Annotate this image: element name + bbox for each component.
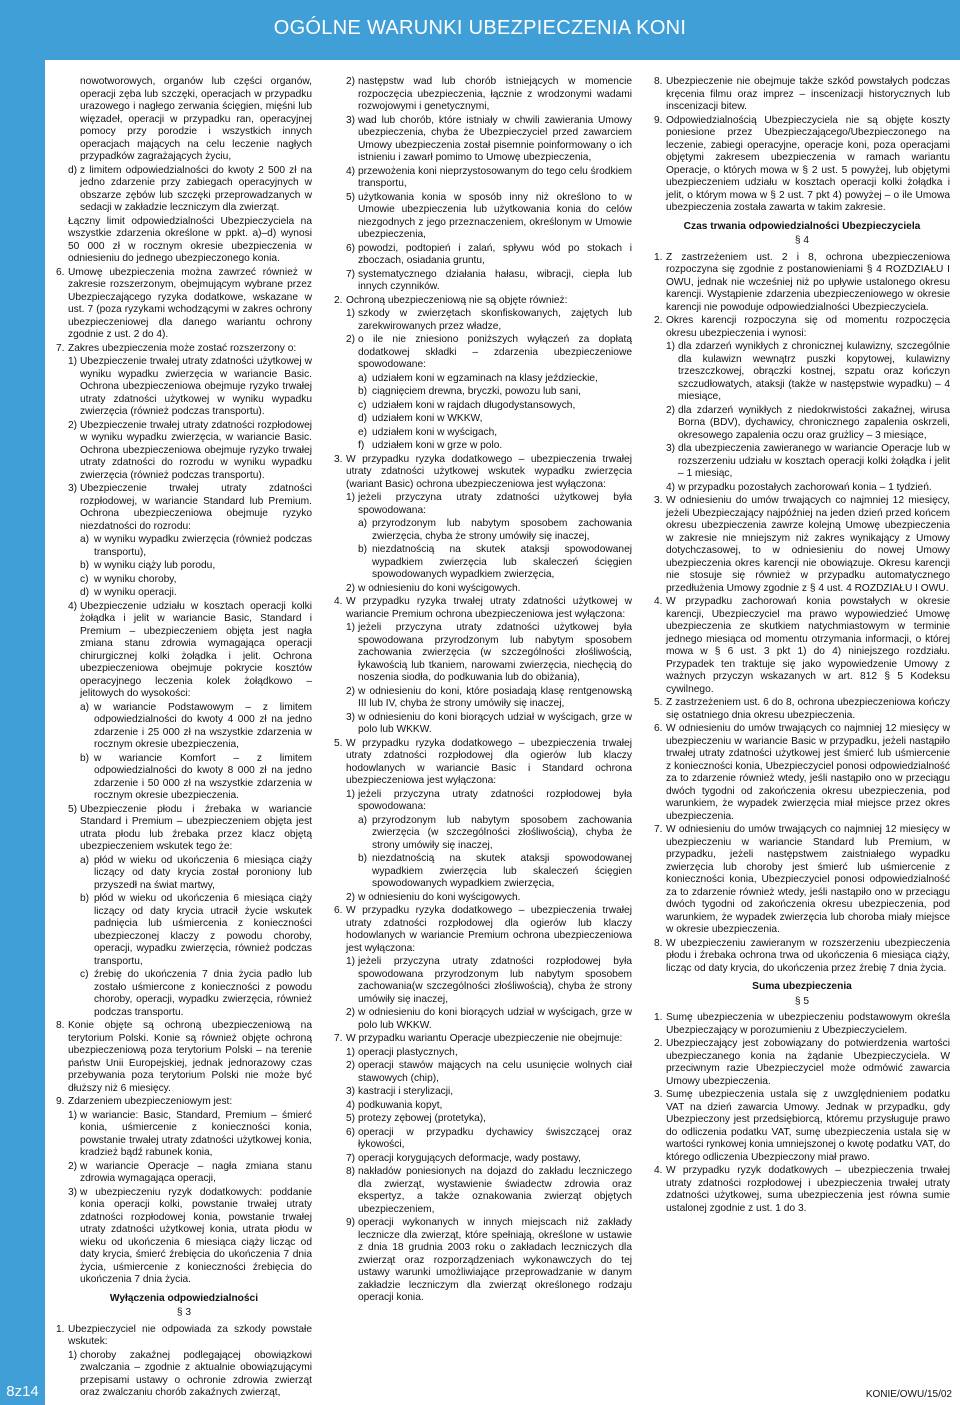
- paragraph: 2) w odniesieniu do koni wyścigowych.: [346, 891, 521, 903]
- paragraph: a) udziałem koni w egzaminach na klasy jeździeckie,: [358, 372, 598, 384]
- paragraph: 8) nakładów poniesionych na dojazd do zakładu leczniczego dla zwierząt, wystawienie świadectw zdrowia oraz ekspertyz, a także oznakowania zwierząt objętych ubezpieczeniem,: [346, 1166, 632, 1215]
- paragraph: d) z limitem odpowiedzialności do kwoty 2 500 zł na jedno zdarzenie przy zabiegach operacyjnych w obszarze zębów lub szczęki przeprowadzanych w sedacji w zakładzie leczniczym dla zwierząt.: [68, 164, 312, 213]
- paragraph: a) przyrodzonym lub nabytym sposobem zachowania zwierzęcia, chyba że strony umówiły się inaczej,: [358, 518, 632, 542]
- paragraph: 2. Okres karencji rozpoczyna się od momentu rozpoczęcia okresu ubezpieczenia i wynosi:: [654, 315, 950, 339]
- paragraph: nowotworowych, organów lub części organów, operacji zęba lub szczęki, operacjach w przypadku urazowego i nagłego zerwania ścięgien, mięśni lub więzadeł, operacji w przypadku ran, operacyjnej pomocy przy porodzie i wszystkich innych operacjach mających na celu leczenie nagłych przypadków zagrażających życiu,: [80, 76, 312, 162]
- paragraph: 7. W przypadku wariantu Operacje ubezpieczenie nie obejmuje:: [334, 1033, 623, 1044]
- paragraph: 3) wad lub chorób, które istniały w chwili zawierania Umowy ubezpieczenia, chyba że Ubezpieczyciel przed zawarciem Umowy ubezpieczenia został pisemnie poinformowany o ich istnieniu i zawarł pomimo to Umowę ubezpieczenia,: [346, 114, 632, 163]
- paragraph: 1) jeżeli przyczyna utraty zdatności użytkowej była spowodowana przyrodzonym lub nabytym sposobem zachowania zwierzęcia (w szczególności złośliwością, łykawością lub tkaniem, narowami zwierzęcia, niechęcią do noszenia siodła, do podkuwania lub do obiżania),: [346, 622, 632, 683]
- paragraph: 5. W przypadku ryzyka dodatkowego – ubezpieczenia trwałej utraty zdatności rozpłodowej dla ogierów lub klaczy hodowlanych w wariancie Basic i Standard ochrona ubezpieczeniowa jest wyłączona:: [334, 737, 632, 786]
- paragraph: 1) operacji plastycznych,: [346, 1046, 458, 1058]
- paragraph: 3. W przypadku ryzyka dodatkowego – ubezpieczenia trwałej utraty zdatności użytkowej wskutek wypadku zwierzęcia (wariant Basic) ochrona ubezpieczeniowa jest wyłączona:: [334, 453, 632, 490]
- document-title: OGÓLNE WARUNKI UBEZPIECZENIA KONI: [273, 17, 687, 39]
- paragraph: 8. W ubezpieczeniu zawieranym w rozszerzeniu ubezpieczenia płodu i źrebaka ochrona trwa od ukończenia 6 miesiąca ciąży, licząc od daty krycia, do ukończenia przez źrebię 7 dnia życia.: [654, 937, 950, 974]
- paragraph: 2) dla zdarzeń wynikłych z niedokrwistości zakaźnej, wirusa Borna (BDV), dychawicy, chronicznego zapalenia oskrzeli, okresowego zapalenia oczu oraz grużlicy – 3 miesiące,: [666, 404, 950, 441]
- paragraph: 3) dla ubezpieczenia zawieranego w wariancie Operacje lub w rozszerzeniu udziału w kosztach operacji kolki żołądka i jelit – 1 miesiąc,: [666, 443, 950, 479]
- paragraph: 2) w odniesieniu do koni wyścigowych.: [346, 582, 521, 594]
- paragraph: b) płód w wieku od ukończenia 6 miesiąca ciąży liczący od daty krycia utracił życie wskutek padnięcia lub uśmiercenia z konieczności ubezpieczonej klaczy z powodu choroby, operacji, wypadku zwierzęcia, również podczas transportu,: [80, 893, 312, 967]
- section-number: § 3: [176, 1307, 192, 1318]
- paragraph: 5) protezy zębowej (protetyka),: [346, 1113, 486, 1124]
- paragraph: d) w wyniku operacji.: [80, 587, 177, 598]
- paragraph: 2) w wariancie Operacje – nagła zmiana stanu zdrowia wymagająca operacji,: [68, 1160, 312, 1184]
- paragraph: 2. Ubezpieczający jest zobowiązany do potwierdzenia wartości ubezpieczanego konia na żądanie Ubezpieczyciela. W przeciwnym razie Ubezpieczyciel może odmówić zawarcia Umowy ubezpieczenia.: [654, 1038, 950, 1087]
- paragraph: 1) Ubezpieczenie trwałej utraty zdatności użytkowej w wyniku wypadku zwierzęcia w wariancie Basic. Ochrona ubezpieczeniowa obejmuje ryzyko trwałej utraty zdatności użytkowej w wyniku wypadku zwierzęcia (również podczas transportu).: [68, 356, 312, 417]
- paragraph: 1. Z zastrzeżeniem ust. 2 i 8, ochrona ubezpieczeniowa rozpoczyna się zgodnie z postanowieniami § 4 ROZDZIAŁU I OWU, jednak nie wcześniej niż po upływie ustalonego okresu karencji. Wystąpienie zdarzenia ubezpieczeniowego w okresie karencji nie powoduje odpowiedzialności Ubezpieczyciela.: [654, 251, 950, 313]
- paragraph: 1) szkody w zwierzętach skonfiskowanych, zajętych lub zarekwirowanych przez władze,: [346, 308, 632, 332]
- paragraph: a) przyrodzonym lub nabytym sposobem zachowania zwierzęcia (w szczególności złośliwością), chyba że strony umówiły się inaczej,: [358, 814, 632, 851]
- paragraph: a) w wyniku wypadku zwierzęcia (również podczas transportu),: [80, 534, 312, 558]
- paragraph: 1) jeżeli przyczyna utraty zdatności rozpłodowej była spowodowana przyrodzonym lub nabytym sposobem zachowania(w szczególności złośliwością), chyba że strony umówiły się inaczej,: [346, 956, 632, 1005]
- paragraph: 1. Sumę ubezpieczenia w ubezpieczeniu podstawowym określa Ubezpieczający w porozumieniu z Ubezpieczycielem.: [654, 1012, 950, 1036]
- paragraph: b) niezdatnością na skutek ataksji spowodowanej wypadkiem zwierzęcia lub skaleczeń ścięgien spowodowanych wypadkiem zwierzęcia,: [358, 544, 632, 580]
- paragraph: 4. W przypadku zachorowań konia powstałych w okresie karencji, Ubezpieczyciel ma prawo wypowiedzieć Umowę ubezpieczenia ze skutkiem natychmiastowym w terminie jednego miesiąca od momentu otrzymania informacji, o której mowa w § 6 ust. 3 pkt 1) do 4) niniejszego rozdziału. Przypadek ten traktuje się jako wypowiedzenie Umowy z ważnych przyczyn wskazanych w art. 812 § 5 Kodeksu cywilnego.: [654, 596, 950, 695]
- paragraph: b) w wyniku ciąży lub porodu,: [80, 560, 216, 571]
- paragraph: 4) Ubezpieczenie udziału w kosztach operacji kolki żołądka i jelit w wariancie Basic, Standard i Premium – ubezpieczeniem objęta jest nagła zmiana stanu zdrowia wymagająca operacji chirurgicznej kolki żołądka i jelit. Ochrona ubezpieczeniowa obejmuje pokrycie kosztów operacyjnego leczenia kolek żołądkowo – jelitowych do wysokości:: [68, 600, 312, 699]
- section-number: § 4: [794, 235, 810, 246]
- paragraph: 1) dla zdarzeń wynikłych z chronicznej kulawizny, szczególnie dla kulawizn wewnątrz puszki kopytowej, kulawizny trzeszczkowej, obrączki kostnej, szpatu oraz kończyn szczudłowatych, ataksji (także w następstwie wypadku) – 4 miesiące,: [666, 341, 950, 402]
- paragraph: d) udziałem koni w WKKW,: [358, 413, 483, 424]
- paragraph: 4. W przypadku ryzyka trwałej utraty zdatności użytkowej w wariancie Premium ochrona ubezpieczeniowa jest wyłączona:: [334, 596, 632, 620]
- paragraph: 5. Z zastrzeżeniem ust. 6 do 8, ochrona ubezpieczeniowa kończy się ostatniego dnia okresu ubezpieczenia.: [654, 697, 950, 721]
- paragraph: 5) użytkowania konia w sposób inny niż określono to w Umowie ubezpieczenia lub użytkowania konia do celów niezgodnych z jego przeznaczeniem, określonym w Umowie ubezpieczenia,: [346, 191, 632, 240]
- paragraph: a) płód w wieku od ukończenia 6 miesiąca ciąży liczący od daty krycia został poroniony lub przyszedł na świat martwy,: [80, 854, 312, 891]
- text-column-2: [334, 76, 632, 1376]
- paragraph: 6. Umowę ubezpieczenia można zawrzeć również w zakresie rozszerzonym, obejmującym wybrane przez Ubezpieczającego ryzyka dodatkowe, wskazane w ust. 7 (poza ryzykami wchodzącymi w zakres ochrony ubezpieczeniowej dla danego wariantu ochrony zgodnie z ust. 2 do 4).: [56, 266, 312, 340]
- section-heading: Suma ubezpieczenia: [752, 981, 852, 992]
- section-heading: Wyłączenia odpowiedzialności: [109, 1292, 259, 1304]
- paragraph: 1. Ubezpieczyciel nie odpowiada za szkody powstałe wskutek:: [56, 1323, 312, 1347]
- paragraph: 9) operacji wykonanych w innych miejscach niż zakłady lecznicze dla zwierząt, które spełniają, określone w ustawie z dnia 18 grudnia 2003 roku o zakładach leczniczych dla zwierząt oraz rozporządzeniach wykonawczych do tej ustawy warunki umożliwiające przeprowadzanie w danym zakładzie leczniczym dla zwierząt określonego rodzaju operacji konia.: [346, 1217, 632, 1303]
- paragraph: c) w wyniku choroby,: [80, 573, 177, 585]
- paragraph: 3) w odniesieniu do koni biorących udział w wyścigach, grze w polo lub WKKW.: [346, 711, 632, 735]
- paragraph: c) udziałem koni w rajdach długodystansowych,: [358, 399, 576, 411]
- paragraph: 2) Ubezpieczenie trwałej utraty zdatności rozpłodowej w wyniku wypadku zwierzęcia, w wariancie Basic. Ochrona ubezpieczeniowa obejmuje ryzyko trwałej utraty zdatności do rozrodu w wyniku wypadku zwierzęcia (również podczas transportu).: [68, 419, 312, 481]
- paragraph: a) w wariancie Podstawowym – z limitem odpowiedzialności do kwoty 4 000 zł na jedno zdarzenie i 25 000 zł na wszystkie zdarzenia w rocznym okresie ubezpieczenia,: [80, 701, 312, 750]
- paragraph: 8. Konie objęte są ochroną ubezpieczeniową na terytorium Polski. Konie są również objęte ochroną ubezpieczeniową poza terytorium Polski – na terenie państw Unii Europejskiej, jednak jednorazowy czas przebywania poza terytorium Polski nie może być dłuższy niż 6 miesięcy.: [56, 1020, 312, 1094]
- paragraph: 3) Ubezpieczenie trwałej utraty zdatności rozpłodowej, w wariancie Standard lub Premium. Ochrona ubezpieczeniowa obejmuje ryzyko niezdatności do rozrodu:: [68, 483, 312, 532]
- left-accent-bar: [0, 60, 45, 1405]
- paragraph: 3. Sumę ubezpieczenia ustala się z uwzględnieniem podatku VAT na dzień zawarcia Umowy. Jednak w przypadku, gdy Ubezpieczony jest przedsiębiorcą, któremu przysługuje prawo do odliczenia podatku VAT, sumę ubezpieczenia ustala się w wartości rynkowej konia umniejszonej o kwotę podatku VAT, do którego odliczenia Ubezpieczony miał prawo.: [654, 1089, 950, 1163]
- paragraph: 7) systematycznego działania hałasu, wibracji, ciepła lub innych czynników.: [346, 268, 632, 292]
- paragraph: 3) w ubezpieczeniu ryzyk dodatkowych: poddanie konia operacji kolki, powstanie trwałej utraty zdatności rozpłodowej konia, powstanie trwałej utraty zdatności użytkowej konia, utrata płodu w wieku od ukończenia 6 miesiąca ciąży licząc od daty krycia, śmierć źrebięcia do ukończenia 7 dnia życia, uśmiercenie z konieczności źrebięcia do ukończenia 7 dnia życia.: [68, 1186, 312, 1285]
- paragraph: 4) w przypadku pozostałych zachorowań konia – 1 tydzień.: [666, 481, 932, 493]
- paragraph: 3) kastracji i sterylizacji,: [346, 1086, 454, 1097]
- paragraph: 2) operacji stawów mających na celu usunięcie wolnych ciał stawowych (chip),: [346, 1060, 632, 1084]
- paragraph: 5) Ubezpieczenie płodu i źrebaka w wariancie Standard i Premium – ubezpieczeniem objęta jest utrata płodu lub źrebaka przez klacz objętą ubezpieczeniem wskutek tego że:: [68, 803, 312, 852]
- paragraph: Łączny limit odpowiedzialności Ubezpieczyciela na wszystkie zdarzenia określone w ppkt. a)–d) wynosi 50 000 zł w rocznym okresie ubezpieczenia w odniesieniu do jednego ubezpieczonego konia.: [68, 215, 312, 264]
- paragraph: 4) podkuwania kopyt,: [346, 1099, 443, 1111]
- paragraph: 6. W przypadku ryzyka dodatkowego – ubezpieczenia trwałej utraty zdatności rozpłodowej dla ogierów lub klaczy hodowlanych w wariancie Premium ochrona ubezpieczeniowa jest wyłączona:: [334, 905, 632, 954]
- paragraph: b) niezdatnością na skutek ataksji spowodowanej wypadkiem zwierzęcia lub skaleczeń ścięgien spowodowanych wypadkiem zwierzęcia,: [358, 853, 632, 889]
- page-number: 8z14: [0, 1378, 45, 1405]
- paragraph: b) ciągnięciem drewna, bryczki, powozu lub sani,: [358, 386, 581, 397]
- paragraph: 6) operacji w przypadku dychawicy świszczącej oraz łykowości,: [346, 1126, 632, 1150]
- paragraph: 6) powodzi, podtopień i zalań, spływu wód po stokach i zboczach, osiadania gruntu,: [346, 242, 632, 266]
- paragraph: 7. W odniesieniu do umów trwających co najmniej 12 miesięcy w ubezpieczeniu w wariancie Standard lub Premium, w przypadku, jeżeli następstwem zaistniałego wypadku zwierzęcia lub choroby jest śmierć lub uśmiercenie z konieczności konia, Ubezpieczyciel ponosi odpowiedzialność za to zdarzenie również wtedy, jeśli nastąpiło ono w przeciągu dwóch tygodni od zakończenia okresu ubezpieczenia, pod warunkiem, że wypadek zwierzęcia lub choroba miały miejsce w okresie ubezpieczenia.: [654, 824, 950, 935]
- paragraph: 2) w odniesieniu do koni, które posiadają klasę rentgenowską III lub IV, chyba że strony umówiły się inaczej,: [346, 685, 632, 709]
- paragraph: 3. W odniesieniu do umów trwających co najmniej 12 miesięcy, jeżeli Ubezpieczający najpóźniej na jeden dzień przed końcem okresu ubezpieczenia zawrze kolejną Umowę ubezpieczenia w zakresie nie mniejszym niż zakres wynikający z Umowy dotychczasowej, to w odniesieniu do nowej Umowy ubezpieczenia okres karencji nie obowiązuje. Okresu karencji nie stosuje się również w przypadku automatycznego przedłużenia Umowy zgodnie z § 4 ust. 4 ROZDZIAŁU I OWU.: [654, 495, 950, 594]
- section-heading: Czas trwania odpowiedzialności Ubezpieczyciela: [683, 220, 921, 232]
- paragraph: 9. Zdarzeniem ubezpieczeniowym jest:: [56, 1096, 233, 1107]
- paragraph: 1) jeżeli przyczyna utraty zdatności użytkowej była spowodowana:: [346, 492, 632, 516]
- paragraph: 1) jeżeli przyczyna utraty zdatności rozpłodowej była spowodowana:: [346, 788, 632, 812]
- paragraph: 2. Ochroną ubezpieczeniową nie są objęte również:: [334, 294, 568, 306]
- paragraph: 6. W odniesieniu do umów trwających co najmniej 12 miesięcy w ubezpieczeniu w wariancie Basic w przypadku, jeżeli nastąpiło trwałej utraty zdatności użytkowej jest śmierć lub uśmiercenie z konieczności konia, Ubezpieczyciel ponosi odpowiedzialność za to zdarzenie również wtedy, jeśli nastąpiło ono w przeciągu dwóch tygodni od zakończenia okresu ubezpieczenia, pod warunkiem, że wypadek zwierzęcia miał miejsce przez okres ubezpieczenia.: [654, 723, 950, 822]
- section-number: § 5: [794, 995, 810, 1007]
- paragraph: 4. W przypadku ryzyk dodatkowych – ubezpieczenia trwałej utraty zdatności rozpłodowej i ubezpieczenia trwałej utraty zdatności użytkowej, suma ubezpieczenia jest równa sumie ustalonej zgodnie z ust. 1 do 3.: [654, 1165, 950, 1214]
- paragraph: 7. Zakres ubezpieczenia może zostać rozszerzony o:: [56, 342, 297, 354]
- paragraph: e) udziałem koni w wyścigach,: [358, 426, 498, 438]
- paragraph: 8. Ubezpieczenie nie obejmuje także szkód powstałych podczas kręcenia filmu oraz imprez – inscenizacji historycznych lub inscenizacji bitew.: [654, 76, 950, 112]
- text-column-3: [654, 76, 950, 1376]
- paragraph: b) w wariancie Komfort – z limitem odpowiedzialności do kwoty 8 000 zł na jedno zdarzenie i 50 000 zł na wszystkie zdarzenia w rocznym okresie ubezpieczenia.: [80, 752, 312, 801]
- paragraph: 1) w wariancie: Basic, Standard, Premium – śmierć konia, uśmiercenie z konieczności konia, powstanie trwałej utraty zdatności użytkowej konia, kradzież bądź rabunek konia,: [68, 1109, 312, 1158]
- paragraph: 7) operacji korygujących deformacje, wady postawy,: [346, 1152, 581, 1164]
- paragraph: f) udziałem koni w grze w polo.: [358, 440, 503, 451]
- paragraph: c) źrebię do ukończenia 7 dnia życia padło lub zostało uśmiercone z konieczności z powodu choroby, operacji, wypadku zwierzęcia, również podczas transportu.: [80, 969, 312, 1018]
- paragraph: 2) o ile nie zniesiono poniższych wyłączeń za dopłatą dodatkowej składki – zdarzenia ubezpieczeniowe spowodowane:: [346, 334, 632, 370]
- header-bar: [0, 0, 960, 60]
- paragraph: 1) choroby zakaźnej podlegającej obowiązkowi zwalczania – zgodnie z aktualnie obowiązującymi przepisami ustawy o ochronie zdrowia zwierząt oraz zwalczaniu chorób zakaźnych zwierząt,: [68, 1349, 312, 1398]
- paragraph: 9. Odpowiedzialnością Ubezpieczyciela nie są objęte koszty poniesione przez Ubezpieczającego/Ubezpieczonego na leczenie, zabiegi operacyjne, operacje koni, poza operacjami objętymi zakresem ubezpieczenia w ramach wariantu Operacje, o których mowa w § 2 ust. 5 powyżej, lub objętymi ubezpieczeniem udziału w kosztach operacji kolki żołądka i jelit, o którym mowa w § 2 ust. 7 pkt 4) powyżej – o ile Umowa ubezpieczenia została zawarta w takim zakresie.: [654, 114, 950, 213]
- paragraph: 2) następstw wad lub chorób istniejących w momencie rozpoczęcia ubezpieczenia, łącznie z wrodzonymi wadami rozwojowymi i genetycznymi,: [346, 76, 632, 112]
- document-code: KONIE/OWU/15/02: [865, 1389, 952, 1400]
- paragraph: 2) w odniesieniu do koni biorących udział w wyścigach, grze w polo lub WKKW.: [346, 1007, 632, 1031]
- text-column-1: [56, 76, 312, 1398]
- paragraph: 4) przewożenia koni nieprzystosowanym do tego celu środkiem transportu,: [346, 165, 632, 189]
